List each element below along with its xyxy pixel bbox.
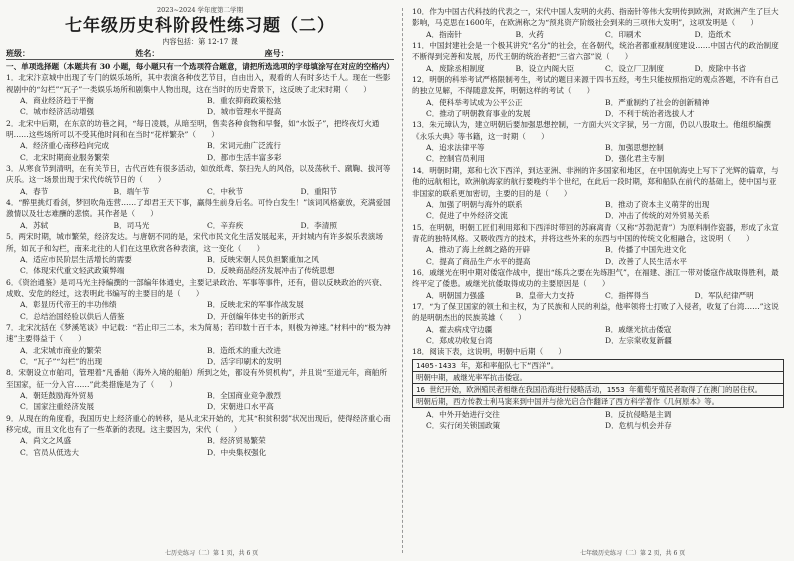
answer-option: A．使科举考试成为公平公正: [426, 97, 523, 107]
answer-option: C．体现宋代重文轻武政策弊端: [20, 266, 125, 276]
table-row: 1405-1433 年，郑和率船队七下“西洋”。: [413, 359, 784, 371]
question-item: [6, 277, 394, 322]
question-item: [6, 163, 394, 197]
answer-option: C．中秋节: [207, 186, 244, 196]
option-list: [6, 390, 394, 413]
answer-option: D．不利于统治者选拔人才: [605, 109, 695, 119]
answer-option: B．造纸术的重大改进: [207, 345, 281, 355]
answer-option: C．“瓦子”“勾栏”的出现: [20, 356, 103, 366]
answer-option: C．北宋时期商业服务繁荣: [20, 152, 110, 162]
answer-option: C．控制官员利用: [426, 154, 485, 164]
answer-option: A．彰显历代帝王的丰功伟绩: [20, 300, 117, 310]
answer-option: D．改善了人民生活水平: [605, 256, 688, 266]
question-item: [412, 222, 784, 267]
answer-option: A．尚文之风盛: [20, 436, 72, 446]
year-line: 2023~2024 学年度第二学期: [156, 6, 244, 14]
answer-option: A．适应市民阶层生活增长的需要: [20, 254, 132, 264]
left-column: [6, 6, 394, 539]
answer-option: B．全国商业竞争激烈: [207, 390, 281, 400]
answer-option: D．废除中书省: [694, 63, 747, 73]
answer-option: C．推动了明朝教育事业的发展: [426, 109, 531, 119]
page-title: 七年级历史科阶段性练习题（二）: [65, 16, 335, 36]
option-list: [412, 324, 784, 347]
answer-option: A．推动了海上丝绸之路的开辟: [426, 245, 531, 255]
option-list: [6, 299, 394, 322]
option-list: [6, 186, 394, 197]
answer-option: A．明朝国力强盛: [426, 290, 485, 300]
answer-option: B．宋词元曲广泛流行: [207, 141, 281, 151]
seat-label: 座号：: [264, 48, 289, 58]
question-item: [412, 346, 784, 431]
question-item: [412, 40, 784, 74]
answer-option: B．皇帝大力支持: [515, 290, 575, 300]
answer-option: C．国家注重经济发展: [20, 402, 95, 412]
answer-option: A．中外开始进行交往: [426, 409, 500, 419]
option-list: [6, 140, 394, 163]
option-list: [412, 63, 784, 74]
answer-option: A．废除丞相制度: [426, 63, 485, 73]
answer-option: D．左宗棠收复新疆: [605, 335, 672, 345]
question-item: [6, 322, 394, 367]
content-scope: 内容包括：第 12-17 课: [162, 37, 238, 46]
option-list: [412, 97, 784, 120]
question-item: [6, 72, 394, 117]
answer-option: B．经济贸易繁荣: [207, 436, 266, 446]
name-field: [135, 47, 264, 59]
question-stem: 14．明朝时期，郑和七次下西洋，到达亚洲、非洲的许多国家和地区，在中国航海史上写下了光辉的篇章，与他的远航相比，欧洲航海家的航行要晚约半个世纪，在此后一段时期，郑和船队在前代的基础上，使中国与亚非国家的联系更加密切，主要的目的是（ ）: [412, 165, 779, 198]
answer-option: B．端午节: [113, 186, 150, 196]
answer-option: D．宋朝进口水平高: [207, 402, 274, 412]
answer-option: A．追求法律平等: [426, 143, 485, 153]
question-item: [412, 267, 784, 301]
section-heading: 一、单项选择题（本题共有 30 小题，每小题只有一个选项符合题意，请把所选选项的字母填涂写在对应的空格内）: [6, 62, 394, 71]
answer-option: D．反映商品经济发展冲击了传统思想: [207, 266, 335, 276]
answer-option: A．霍去病戍守边疆: [426, 324, 493, 334]
answer-option: D．中央集权强化: [207, 447, 267, 457]
answer-option: D．开创编年体史书的新形式: [207, 311, 305, 321]
answer-option: D．城市管理水平提高: [207, 107, 282, 117]
footer-right: 七年级历史练习（二）第 2 页，共 6 页: [580, 550, 686, 557]
seat-field: [265, 47, 394, 59]
answer-option: B．设立内阁大臣: [515, 63, 575, 73]
answer-option: A．春节: [20, 186, 49, 196]
question-item: [412, 119, 784, 164]
question-item: [412, 301, 784, 346]
question-item: [412, 6, 784, 40]
answer-option: B．火药: [515, 29, 544, 39]
answer-option: B．加强思想控制: [605, 143, 664, 153]
answer-option: B．重农抑商政策松弛: [207, 96, 281, 106]
answer-option: A．商业经济趋于平衡: [20, 96, 94, 106]
answer-option: B．戚继光抗击倭寇: [605, 324, 672, 334]
question-stem: 1．北宋汴京城中出现了专门的娱乐场所，其中表演各种伎艺节目，自由出入，观看的人有时多达千人。现在一些影视剧中的“勾栏”“瓦子”一类娱乐场所和剧集中人物出现，这在当时的历史背景下，这反映了北宋时期（ ）: [6, 73, 391, 94]
answer-option: D．活字印刷术的发明: [207, 356, 282, 366]
answer-option: C．指挥得当: [605, 290, 649, 300]
question-stem: 2．北宋中后期，在东京的坊巷之间，“每日凌晨，从暗至明，售卖各种食物和早餐，如“水饭子”，把终夜灯火通明……这些场所可以不受其他时间和在当时“花样繁杂”（ ）: [6, 118, 380, 140]
question-stem: 12．明朝的科举考试严格限制考生，考试的题目来源于四书五经，考生只能按照指定的观点答题，不许有自己的独立见解，不得随意发挥，明朝这样的考试（ ）: [412, 75, 779, 96]
answer-option: A．北宋城市商业的繁荣: [20, 345, 102, 355]
question-stem: 16．戚继光在明中期对倭寇作战中，提出“练兵之要在先练胆气”，在福建、浙江一带对倭寇作战取得胜利，最终平定了倭患。戚继光抗倭取得成功的主要原因是（ ）: [412, 267, 779, 289]
answer-option: D．危机与机会并存: [605, 421, 672, 430]
option-list: [412, 290, 784, 301]
class-label: 班级：: [6, 48, 30, 58]
question-item: [6, 118, 394, 163]
option-list: [6, 95, 394, 118]
answer-option: C．实行闭关锁国政策: [426, 421, 501, 430]
question-item: [6, 413, 394, 458]
option-list: [6, 220, 394, 231]
answer-option: B．反映北宋的军事作战发展: [207, 300, 304, 310]
answer-option: C．提高了商品生产水平的提高: [426, 256, 531, 266]
class-field: [6, 47, 135, 59]
answer-option: D．李清照: [300, 220, 337, 230]
left-question-list: [6, 72, 394, 458]
question-stem: 5．两宋时期，城市繁荣，经济发达。与唐朝不同的是，宋代市民文化生活发展起来，开封城内有许多娱乐表演场所，如瓦子和勾栏，南来北往的人们在这里欣赏各种表演，这一变化（ ）: [6, 232, 383, 253]
reading-table: [412, 359, 784, 408]
question-stem: 6．《资治通鉴》是司马光主持编撰的一部编年体通史，主要记录政治、军事等事件，还有，借以反映政治的兴衰、成败、安危的经过，这表明此书编写的主要目的是（ ）: [6, 277, 387, 298]
question-item: [412, 74, 784, 119]
option-list: [6, 345, 394, 368]
answer-option: B．司马光: [113, 220, 150, 230]
answer-option: B．严重制约了社会的创新精神: [605, 97, 710, 107]
answer-option: A．指南针: [426, 29, 462, 39]
answer-option: C．郑成功收复台湾: [426, 335, 493, 345]
question-stem: 13．朱元璋认为，建立明朝后要加强思想控制，一方面大兴文字狱，另一方面，仍以八股取士。他组织编撰《永乐大典》等书籍，这一时期（ ）: [412, 120, 771, 141]
table-row: 明朝后期，西方传教士利马窦来到中国并与徐光启合作翻译了西方科学著作《几何原本》等。: [413, 395, 784, 407]
answer-option: C．设立厂卫制度: [605, 63, 664, 73]
question-item: [6, 197, 394, 231]
answer-option: B．传播了中国先进文化: [605, 245, 687, 255]
answer-option: B．推动了资本主义萌芽的出现: [605, 199, 710, 209]
question-item: [6, 231, 394, 276]
table-row: 明朝中期，戚继光率军抗击倭寇。: [413, 371, 784, 383]
name-label: 姓名：: [135, 48, 160, 58]
answer-option: D．造纸术: [694, 29, 731, 39]
answer-option: D．都市生活丰富多彩: [207, 152, 282, 162]
answer-option: C．促进了中外经济交流: [426, 211, 508, 221]
question-item: [412, 165, 784, 222]
option-list: [6, 435, 394, 458]
option-list: [412, 409, 784, 432]
option-list: [6, 254, 394, 277]
table-row: 16 世纪开始，欧洲殖民者相继在我国沿海进行侵略活动，1553 年葡萄牙殖民者取得了在澳门的居住权。: [413, 383, 784, 395]
answer-option: A．加强了明朝与海外的联系: [426, 199, 523, 209]
answer-option: C．官员从低选大: [20, 447, 79, 457]
question-stem: 7．北宋沈括在《梦溪笔谈》中记载：“若止印三二本，未为简易；若印数十百千本，则极为神速。”材料中的“极为神速”主要得益于（ ）: [6, 322, 391, 344]
question-stem: 11．中国封建社会是一个极其讲究“名分”的社会，在各朝代，统治者都重视制度建设……中国古代的政治制度不断得到完善和发展，历代王朝的统治者把“三省六部”说（ ）: [412, 41, 779, 62]
question-item: [6, 367, 394, 412]
option-list: [412, 199, 784, 222]
answer-option: C．城市经济活动增强: [20, 107, 95, 117]
question-stem: 8．宋朝设立市舶司，管理着“凡番舶（海外入境的船舶）所到之处，都设有外贸机构”，并且说“至道元年，商舶所至国家，征一分入官……”此类措施是为了（ ）: [6, 368, 387, 389]
column-divider: [402, 8, 403, 553]
answer-option: B．反抗侵略是主调: [605, 409, 672, 419]
answer-option: C．总结治国经验以供后人借鉴: [20, 311, 125, 321]
question-stem: 10．作为中国古代科技的代表之一，宋代中国人发明的火药、指南针等伟大发明传到欧洲，对欧洲产生了巨大影响，马克思在1600年，在欧洲称之为“预兆资产阶级社会到来的三项伟大发明”，这项发明是（ ）: [412, 7, 779, 28]
question-stem: 18．阅读下表，这说明，明朝中后期（ ）: [412, 347, 566, 357]
answer-option: D．冲击了传统的对外贸易关系: [605, 211, 710, 221]
right-column: [412, 6, 784, 539]
question-stem: 3．从寒食节到清明，在有关节日，古代百姓有很多活动，如放纸鸢、祭扫先人的风俗，以及荡秋千、蹴鞠、拔河等庆乐。这一场景出现于宋代传统节日的（ ）: [6, 164, 391, 185]
question-stem: 17．“为了保卫国家的领土和主权，为了民族和人民的利益，他率领将士打败了入侵者，收复了台湾……”这说的是明朝杰出的民族英雄（ ）: [412, 301, 779, 323]
answer-option: C．印刷术: [605, 29, 642, 39]
answer-option: A．朝廷鼓励海外贸易: [20, 390, 94, 400]
question-stem: 15．在明朝，明朝工匠们利用郑和下西洋时带回的苏麻离青（又称“苏勃泥青”）为原料制作瓷器，形成了永宣青花的独特风格。又吸收西方的技术，并将这些外来的东西与中国的传统文化相融合，这说明（ ）: [412, 222, 779, 243]
option-list: [412, 142, 784, 165]
question-stem: 4．“醉里挑灯看剑，梦回吹角连营……了却君王天下事，赢得生前身后名。可怜白发生！”该词风格豪放，充满爱国激情以及壮志难酬的悲愤。其作者是（ ）: [6, 198, 391, 219]
answer-option: D．军队纪律严明: [694, 290, 754, 300]
student-info-row: [6, 47, 394, 60]
answer-option: A．经济重心南移趋向完成: [20, 141, 110, 151]
question-stem: 9．从现在的角度看，我国历史上经济重心的转移，是从北宋开始的，尤其“积贫积弱”状况出现后，使得经济重心南移完成，而且文化也有了一些革新的表现。这主要因为，宋代（ ）: [6, 413, 391, 434]
option-list: [412, 29, 784, 40]
answer-option: D．重阳节: [300, 186, 337, 196]
answer-option: C．辛弃疾: [207, 220, 244, 230]
option-list: [412, 244, 784, 267]
footer-left: 七历史练习（二）第 1 页，共 6 页: [165, 550, 259, 557]
answer-option: D．强化君主专制: [605, 154, 665, 164]
answer-option: B．反映宋朝人民负担繁重加之风: [207, 254, 319, 264]
answer-option: A．苏轼: [20, 220, 49, 230]
right-question-list: [412, 6, 784, 431]
